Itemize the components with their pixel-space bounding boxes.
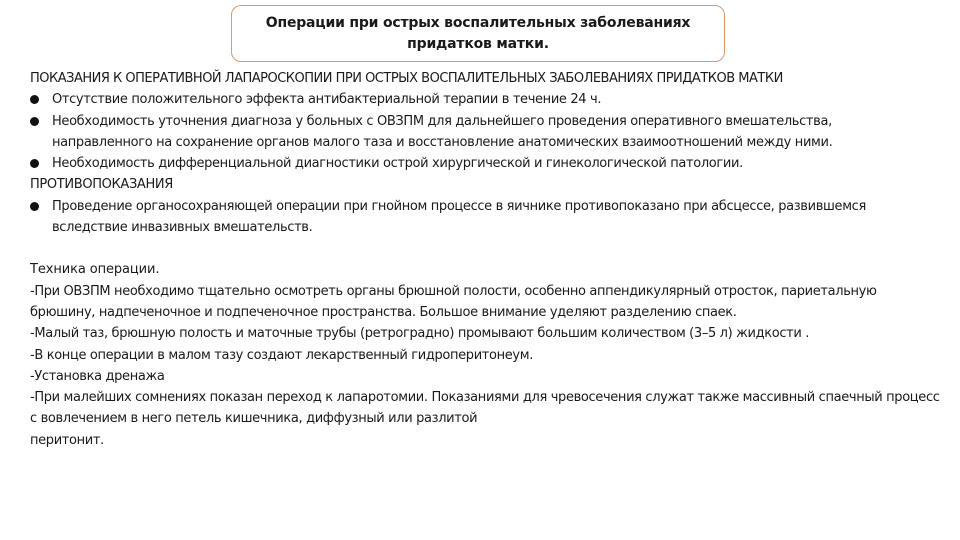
indications-heading: ПОКАЗАНИЯ К ОПЕРАТИВНОЙ ЛАПАРОСКОПИИ ПРИ ОСТРЫХ ВОСПАЛИТЕЛЬНЫХ ЗАБОЛЕВАНИЯХ ПРИДАТКОВ МАТКИ — [30, 71, 783, 86]
technique-line: -Малый таз, брюшную полость и маточные трубы (ретроградно) промывают большим количеством (3–5 л) жидкости . — [30, 326, 810, 342]
list-item-text: Необходимость уточнения диагноза у больных с ОВЗПМ для дальнейшего проведения оперативного вмешательства, направленного на сохранение органов малого таза и восстановление анатомических взаимоотношений между ними. — [52, 113, 833, 150]
technique-line: перитонит. — [30, 432, 104, 448]
list-item-text: Проведение органосохраняющей операции при гнойном процессе в яичнике противопоказано при абсцессе, развившемся вследствие инвазивных вмешательств. — [52, 198, 866, 236]
list-item — [30, 196, 942, 239]
bullet-icon — [30, 117, 39, 126]
bullet-icon — [30, 202, 39, 211]
technique-title: Техника операции. — [30, 262, 160, 278]
contraindications-list — [30, 196, 942, 239]
technique-line: -При малейших сомнениях показан переход к лапаротомии. Показаниями для чревосечения служат также массивный спаечный процесс с вовлечением в него петель кишечника, диффузный или разлитой — [30, 390, 940, 427]
technique-line: -При ОВЗПМ необходимо тщательно осмотреть органы брюшной полости, особенно аппендикулярный отросток, париетальную брюшину, надпеченочное и подпеченочное пространства. Большое внимание уделяют разделению спаек. — [30, 283, 877, 320]
technique-section — [30, 259, 942, 451]
bullet-icon — [30, 159, 39, 168]
list-item — [30, 89, 942, 110]
list-item — [30, 111, 942, 154]
contraindications-heading: ПРОТИВОПОКАЗАНИЯ — [30, 177, 173, 193]
technique-line: -Установка дренажа — [30, 368, 165, 384]
slide-content — [30, 68, 942, 451]
bullet-icon — [30, 95, 39, 104]
indications-list — [30, 89, 942, 174]
list-item-text: Необходимость дифференциальной диагностики острой хирургической и гинекологической патологии. — [52, 156, 743, 172]
list-item — [30, 153, 942, 174]
slide-title: Операции при острых воспалительных заболеваниях придатков матки. — [265, 14, 691, 52]
technique-line: -В конце операции в малом тазу создают лекарственный гидроперитонеум. — [30, 347, 534, 363]
list-item-text: Отсутствие положительного эффекта антибактериальной терапии в течение 24 ч. — [52, 92, 602, 108]
slide-title-box — [231, 5, 725, 62]
